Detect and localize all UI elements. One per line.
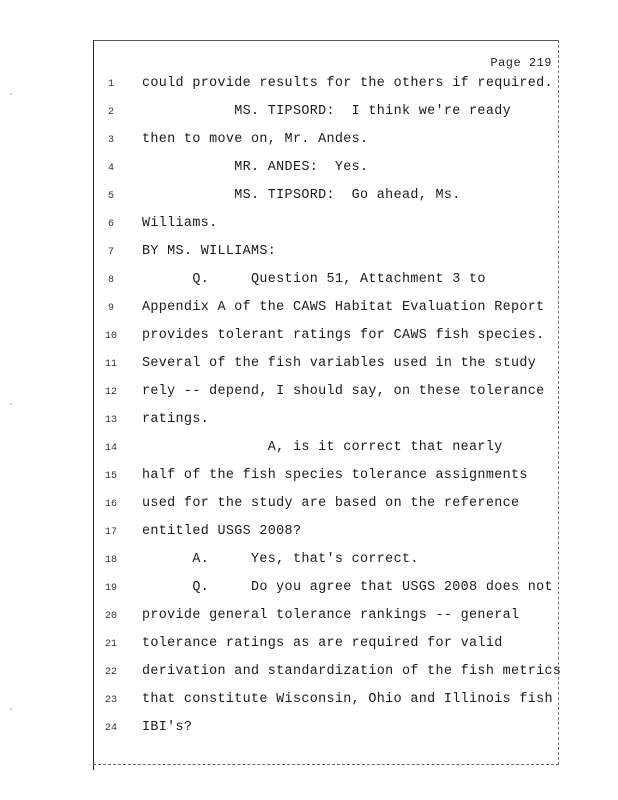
scan-mark: · — [8, 705, 15, 716]
line-number: 21 — [104, 639, 117, 650]
line-number: 15 — [104, 471, 117, 482]
transcript-line — [0, 356, 618, 376]
line-number: 23 — [104, 695, 117, 706]
transcript-line — [0, 720, 618, 740]
line-text: provides tolerant ratings for CAWS fish species. — [142, 328, 545, 343]
line-text: MS. TIPSORD: Go ahead, Ms. — [142, 188, 461, 203]
transcript-line — [0, 412, 618, 432]
transcript-line — [0, 468, 618, 488]
line-text: MS. TIPSORD: I think we're ready — [142, 104, 511, 119]
transcript-line — [0, 132, 618, 152]
line-text: BY MS. WILLIAMS: — [142, 244, 277, 259]
line-number: 9 — [107, 303, 114, 314]
line-number: 18 — [104, 555, 117, 566]
transcript-line — [0, 104, 618, 124]
scan-mark: · — [8, 400, 15, 411]
line-number: 7 — [107, 247, 114, 258]
line-number: 11 — [104, 359, 117, 370]
line-number: 8 — [107, 275, 114, 286]
line-number: 17 — [104, 527, 117, 538]
transcript-line — [0, 580, 618, 600]
line-text: then to move on, Mr. Andes. — [142, 132, 369, 147]
page-border-bottom — [93, 764, 559, 765]
transcript-line — [0, 636, 618, 656]
transcript-line — [0, 496, 618, 516]
line-number: 20 — [104, 611, 117, 622]
line-number: 2 — [107, 107, 114, 118]
line-text: ratings. — [142, 412, 210, 427]
transcript-line — [0, 552, 618, 572]
line-number: 19 — [104, 583, 117, 594]
transcript-line — [0, 608, 618, 628]
transcript-line — [0, 384, 618, 404]
line-number: 3 — [107, 135, 114, 146]
transcript-line — [0, 300, 618, 320]
page-border-top — [93, 40, 559, 41]
line-number: 13 — [104, 415, 117, 426]
line-number: 1 — [107, 79, 114, 90]
line-text: tolerance ratings as are required for valid — [142, 636, 503, 651]
line-text: IBI's? — [142, 720, 193, 735]
transcript-line — [0, 216, 618, 236]
line-number: 24 — [104, 723, 117, 734]
line-text: used for the study are based on the reference — [142, 496, 520, 511]
line-number: 4 — [107, 163, 114, 174]
line-text: A. Yes, that's correct. — [142, 552, 419, 567]
line-text: half of the fish species tolerance assignments — [142, 468, 528, 483]
page-number: Page 219 — [490, 56, 552, 70]
line-text: Q. Do you agree that USGS 2008 does not — [142, 580, 553, 595]
line-text: Appendix A of the CAWS Habitat Evaluation Report — [142, 300, 545, 315]
line-text: MR. ANDES: Yes. — [142, 160, 369, 175]
line-number: 5 — [107, 191, 114, 202]
line-text: A, is it correct that nearly — [142, 440, 503, 455]
transcript-line — [0, 76, 618, 96]
transcript-line — [0, 272, 618, 292]
line-text: Several of the fish variables used in the study — [142, 356, 537, 371]
line-text: provide general tolerance rankings -- general — [142, 608, 520, 623]
transcript-line — [0, 160, 618, 180]
transcript-line — [0, 244, 618, 264]
line-text: could provide results for the others if required. — [142, 76, 553, 91]
transcript-line — [0, 440, 618, 460]
line-number: 22 — [104, 667, 117, 678]
transcript-line — [0, 692, 618, 712]
transcript-line — [0, 524, 618, 544]
line-number: 14 — [104, 443, 117, 454]
line-text: Q. Question 51, Attachment 3 to — [142, 272, 486, 287]
line-number: 12 — [104, 387, 117, 398]
line-number: 16 — [104, 499, 117, 510]
transcript-line — [0, 188, 618, 208]
line-text: that constitute Wisconsin, Ohio and Illinois fish — [142, 692, 553, 707]
line-text: Williams. — [142, 216, 218, 231]
line-number: 10 — [104, 331, 117, 342]
scan-mark: · — [8, 90, 15, 101]
transcript-line — [0, 328, 618, 348]
transcript-line — [0, 664, 618, 684]
line-text: derivation and standardization of the fish metrics — [142, 664, 562, 679]
line-text: entitled USGS 2008? — [142, 524, 302, 539]
line-text: rely -- depend, I should say, on these tolerance — [142, 384, 545, 399]
line-number: 6 — [107, 219, 114, 230]
